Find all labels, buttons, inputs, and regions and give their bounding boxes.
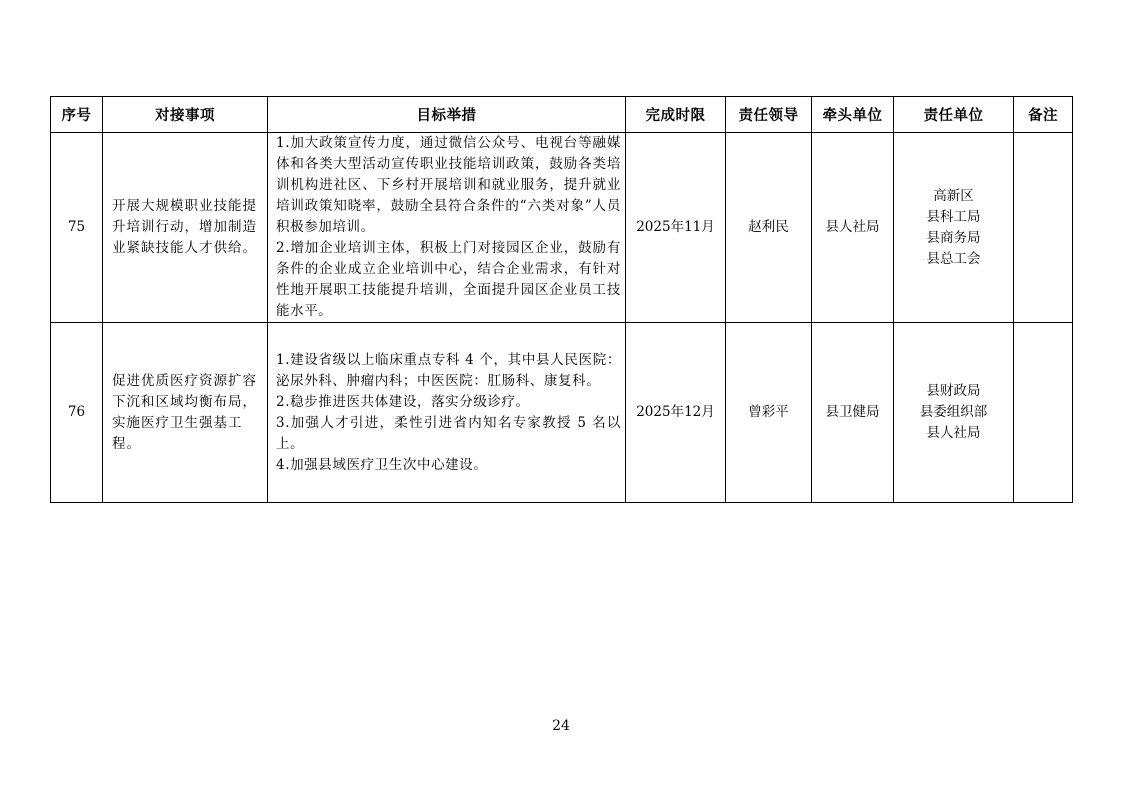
measure-item: 1.建设省级以上临床重点专科 4 个，其中县人民医院：泌尿外科、肿瘤内科；中医医院：肛肠科、康复科。 bbox=[276, 351, 621, 389]
header-remark: 备注 bbox=[1014, 97, 1073, 133]
row-item: 开展大规模职业技能提升培训行动，增加制造业紧缺技能人才供给。 bbox=[103, 133, 268, 323]
row-number: 75 bbox=[51, 133, 103, 323]
header-measures: 目标举措 bbox=[268, 97, 626, 133]
header-leader: 责任领导 bbox=[726, 97, 812, 133]
page-number: 24 bbox=[552, 718, 570, 734]
row-responsible-units bbox=[894, 323, 1014, 503]
responsible-unit: 县财政局 bbox=[926, 383, 981, 399]
row-leader: 赵利民 bbox=[726, 133, 812, 323]
row-item: 促进优质医疗资源扩容下沉和区域均衡布局，实施医疗卫生强基工程。 bbox=[103, 323, 268, 503]
row-remark bbox=[1014, 133, 1073, 323]
measure-item: 1.加大政策宣传力度，通过微信公众号、电视台等融媒体和各类大型活动宣传职业技能培训政策，鼓励各类培训机构进社区、下乡村开展培训和就业服务，提升就业培训政策知晓率，鼓励全县符合条件的“六类对象”人员积极参加培训。 bbox=[276, 135, 621, 235]
row-measures bbox=[268, 323, 626, 503]
responsible-unit: 县人社局 bbox=[926, 425, 981, 441]
task-table bbox=[50, 96, 1073, 503]
row-remark bbox=[1014, 323, 1073, 503]
row-lead-unit: 县人社局 bbox=[812, 133, 894, 323]
measure-item: 4.加强县域医疗卫生次中心建设。 bbox=[276, 456, 488, 473]
header-no: 序号 bbox=[51, 97, 103, 133]
table-row bbox=[51, 323, 1073, 503]
row-measures bbox=[268, 133, 626, 323]
row-deadline: 2025年12月 bbox=[626, 323, 726, 503]
header-responsible-units: 责任单位 bbox=[894, 97, 1014, 133]
header-item: 对接事项 bbox=[103, 97, 268, 133]
responsible-unit: 县商务局 bbox=[926, 229, 981, 246]
header-deadline: 完成时限 bbox=[626, 97, 726, 133]
measure-item: 2.增加企业培训主体，积极上门对接园区企业，鼓励有条件的企业成立企业培训中心，结合企业需求，有针对性地开展职工技能提升培训，全面提升园区企业员工技能水平。 bbox=[276, 240, 621, 319]
table-row bbox=[51, 133, 1073, 323]
row-number: 76 bbox=[51, 323, 103, 503]
row-responsible-units bbox=[894, 133, 1014, 323]
row-lead-unit: 县卫健局 bbox=[812, 323, 894, 503]
header-row bbox=[51, 97, 1073, 133]
responsible-unit: 县总工会 bbox=[926, 250, 981, 267]
responsible-unit: 县委组织部 bbox=[919, 404, 988, 420]
measure-item: 2.稳步推进医共体建设，落实分级诊疗。 bbox=[276, 393, 530, 410]
measure-item: 3.加强人才引进，柔性引进省内知名专家教授 5 名以上。 bbox=[276, 414, 621, 452]
header-lead-unit: 牵头单位 bbox=[812, 97, 894, 133]
row-deadline: 2025年11月 bbox=[626, 133, 726, 323]
responsible-unit: 县科工局 bbox=[926, 208, 981, 225]
row-leader: 曾彩平 bbox=[726, 323, 812, 503]
responsible-unit: 高新区 bbox=[933, 187, 974, 204]
